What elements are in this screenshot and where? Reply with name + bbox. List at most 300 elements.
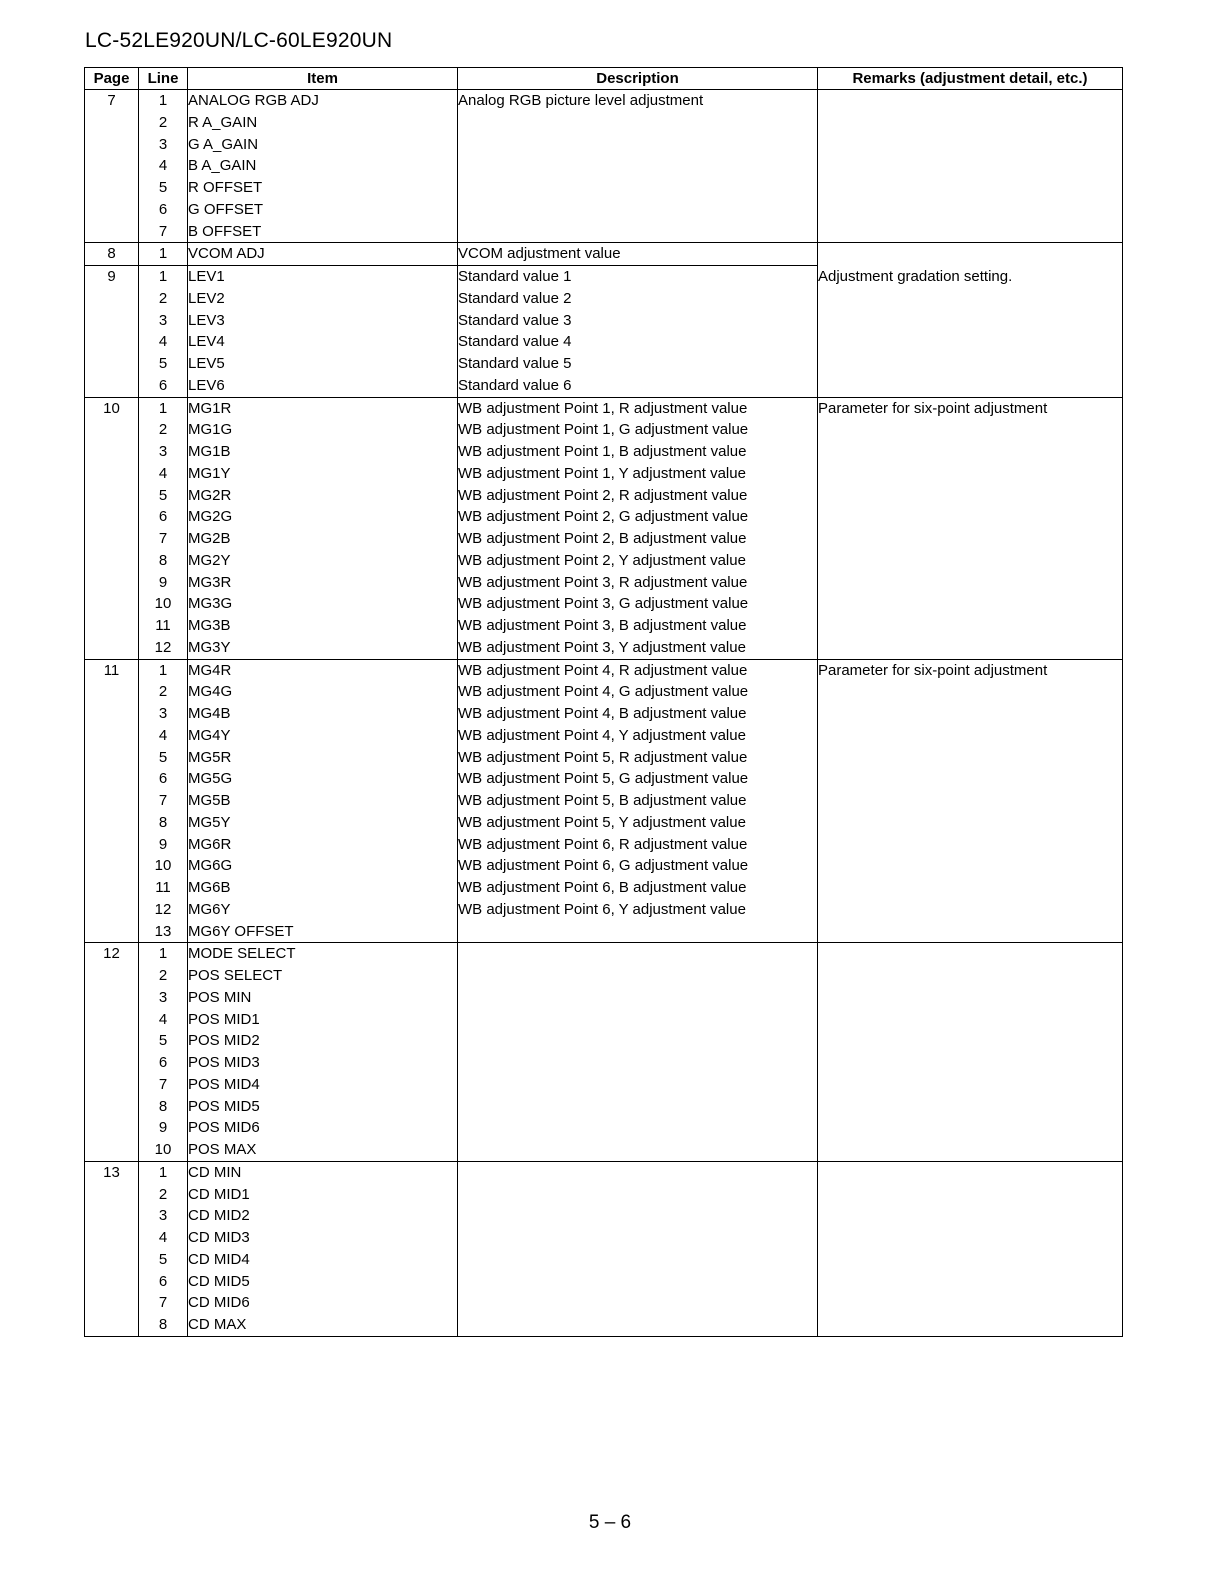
page-cell [85,177,139,199]
item-cell: MG6Y [188,899,458,921]
table-body [85,90,1123,1337]
remarks-cell [818,681,1123,703]
remarks-cell: Parameter for six-point adjustment [818,659,1123,681]
description-cell: WB adjustment Point 4, G adjustment value [458,681,818,703]
remarks-cell [818,965,1123,987]
line-cell: 7 [139,790,188,812]
page-cell [85,681,139,703]
description-cell [458,943,818,965]
page-cell [85,485,139,507]
remarks-cell [818,1139,1123,1161]
line-cell: 5 [139,1030,188,1052]
table-row [85,725,1123,747]
remarks-cell [818,1249,1123,1271]
remarks-cell [818,747,1123,769]
line-cell: 3 [139,310,188,332]
item-cell: CD MID4 [188,1249,458,1271]
header-row [85,68,1123,90]
item-cell: POS MID2 [188,1030,458,1052]
page-cell: 8 [85,243,139,266]
item-cell: MG2G [188,506,458,528]
page-cell [85,550,139,572]
table-row [85,637,1123,659]
remarks-cell [818,899,1123,921]
item-cell: MG1G [188,419,458,441]
remarks-cell [818,790,1123,812]
page-cell [85,877,139,899]
remarks-cell [818,550,1123,572]
page-cell [85,1052,139,1074]
description-cell: WB adjustment Point 5, Y adjustment value [458,812,818,834]
table-row [85,506,1123,528]
item-cell: MG2Y [188,550,458,572]
page-cell [85,1271,139,1293]
description-cell: WB adjustment Point 4, R adjustment value [458,659,818,681]
line-cell: 12 [139,899,188,921]
table-row [85,288,1123,310]
page-cell [85,441,139,463]
document-title: LC-52LE920UN/LC-60LE920UN [85,29,393,52]
item-cell: MG4B [188,703,458,725]
page-cell [85,1249,139,1271]
description-cell: WB adjustment Point 2, Y adjustment value [458,550,818,572]
remarks-cell [818,1314,1123,1336]
table-row [85,550,1123,572]
table-row [85,221,1123,243]
page-cell [85,463,139,485]
item-cell: LEV5 [188,353,458,375]
table-row [85,1249,1123,1271]
line-cell: 10 [139,593,188,615]
description-cell [458,1009,818,1031]
description-cell: WB adjustment Point 3, G adjustment value [458,593,818,615]
remarks-cell [818,199,1123,221]
page-cell [85,921,139,943]
line-cell: 8 [139,1096,188,1118]
item-cell: CD MID5 [188,1271,458,1293]
item-cell: POS SELECT [188,965,458,987]
remarks-cell [818,485,1123,507]
page-cell: 10 [85,397,139,419]
remarks-cell [818,1096,1123,1118]
remarks-cell [818,1184,1123,1206]
line-cell: 7 [139,1074,188,1096]
table-row [85,1292,1123,1314]
table-row [85,243,1123,266]
item-cell: MG5G [188,768,458,790]
line-cell: 11 [139,877,188,899]
page-cell [85,353,139,375]
line-cell: 1 [139,397,188,419]
remarks-cell [818,725,1123,747]
remarks-cell [818,1117,1123,1139]
description-cell [458,1184,818,1206]
page-cell: 9 [85,266,139,288]
table-row [85,943,1123,965]
description-cell: Standard value 4 [458,331,818,353]
page-cell [85,899,139,921]
item-cell: G A_GAIN [188,134,458,156]
page-cell [85,419,139,441]
page-cell [85,288,139,310]
line-cell: 9 [139,834,188,856]
table-row [85,1271,1123,1293]
remarks-cell [818,921,1123,943]
table-row [85,768,1123,790]
description-cell [458,1117,818,1139]
line-cell: 1 [139,1161,188,1183]
page-cell [85,834,139,856]
page-cell [85,572,139,594]
item-cell: LEV4 [188,331,458,353]
page-cell [85,331,139,353]
page-cell [85,725,139,747]
item-cell: POS MID3 [188,1052,458,1074]
page-cell [85,790,139,812]
page-cell [85,1139,139,1161]
item-cell: MODE SELECT [188,943,458,965]
table-row [85,177,1123,199]
line-cell: 3 [139,134,188,156]
remarks-cell [818,528,1123,550]
item-cell: MG4Y [188,725,458,747]
remarks-cell [818,593,1123,615]
description-cell: WB adjustment Point 5, B adjustment value [458,790,818,812]
page-cell [85,221,139,243]
table-row [85,485,1123,507]
table-row [85,1009,1123,1031]
description-cell: WB adjustment Point 6, G adjustment value [458,855,818,877]
line-cell: 1 [139,943,188,965]
line-cell: 2 [139,965,188,987]
remarks-cell [818,1161,1123,1183]
remarks-cell [818,1074,1123,1096]
page-cell [85,506,139,528]
remarks-cell [818,310,1123,332]
description-cell [458,1074,818,1096]
line-cell: 7 [139,221,188,243]
table-row [85,419,1123,441]
page-cell [85,747,139,769]
remarks-cell: Adjustment gradation setting. [818,266,1123,288]
page-cell [85,1074,139,1096]
line-cell: 2 [139,112,188,134]
page-cell [85,1292,139,1314]
page-cell [85,199,139,221]
description-cell: WB adjustment Point 4, B adjustment value [458,703,818,725]
table-row [85,441,1123,463]
table-row [85,1096,1123,1118]
description-cell [458,1205,818,1227]
item-cell: LEV1 [188,266,458,288]
page-cell [85,155,139,177]
line-cell: 3 [139,441,188,463]
description-cell: WB adjustment Point 5, R adjustment value [458,747,818,769]
remarks-cell [818,1052,1123,1074]
page-cell [85,1227,139,1249]
item-cell: CD MID6 [188,1292,458,1314]
description-cell [458,221,818,243]
line-cell: 8 [139,812,188,834]
table-row [85,681,1123,703]
remarks-cell [818,90,1123,112]
item-cell: CD MIN [188,1161,458,1183]
page-cell: 11 [85,659,139,681]
remarks-cell [818,419,1123,441]
description-cell: WB adjustment Point 3, R adjustment value [458,572,818,594]
page-cell [85,965,139,987]
description-cell [458,1249,818,1271]
table-row [85,1030,1123,1052]
line-cell: 5 [139,353,188,375]
page-cell [85,1117,139,1139]
line-cell: 5 [139,1249,188,1271]
line-cell: 6 [139,768,188,790]
table-row [85,965,1123,987]
line-cell: 6 [139,1271,188,1293]
line-cell: 4 [139,331,188,353]
item-cell: MG1Y [188,463,458,485]
remarks-cell [818,812,1123,834]
item-cell: MG6G [188,855,458,877]
page-cell [85,134,139,156]
description-cell [458,1139,818,1161]
item-cell: MG1B [188,441,458,463]
description-cell: WB adjustment Point 1, R adjustment value [458,397,818,419]
item-cell: B A_GAIN [188,155,458,177]
description-cell [458,155,818,177]
description-cell [458,1314,818,1336]
item-cell: POS MAX [188,1139,458,1161]
item-cell: LEV3 [188,310,458,332]
description-cell: WB adjustment Point 1, G adjustment value [458,419,818,441]
table-row [85,899,1123,921]
item-cell: MG2B [188,528,458,550]
remarks-cell [818,441,1123,463]
page-cell [85,112,139,134]
description-cell: Standard value 3 [458,310,818,332]
page-cell [85,1030,139,1052]
item-cell: MG5B [188,790,458,812]
line-cell: 4 [139,463,188,485]
table-row [85,528,1123,550]
adjustment-table [84,67,1123,1337]
line-cell: 7 [139,528,188,550]
table-row [85,834,1123,856]
description-cell [458,199,818,221]
remarks-cell [818,353,1123,375]
page-cell [85,310,139,332]
description-cell: Standard value 5 [458,353,818,375]
table-row [85,1139,1123,1161]
table-row [85,375,1123,397]
line-cell: 9 [139,572,188,594]
remarks-cell [818,463,1123,485]
page-number: 5 – 6 [588,1512,632,1533]
page-cell [85,703,139,725]
remarks-cell [818,1271,1123,1293]
description-cell: WB adjustment Point 1, B adjustment value [458,441,818,463]
table-row [85,855,1123,877]
table-row [85,1184,1123,1206]
description-cell: Standard value 6 [458,375,818,397]
remarks-cell [818,768,1123,790]
remarks-cell [818,637,1123,659]
line-cell: 4 [139,1009,188,1031]
page-cell [85,1009,139,1031]
item-cell: MG1R [188,397,458,419]
description-cell [458,1030,818,1052]
table-row [85,1227,1123,1249]
line-cell: 9 [139,1117,188,1139]
header-line: Line [139,68,188,90]
remarks-cell [818,855,1123,877]
remarks-cell [818,572,1123,594]
item-cell: CD MID3 [188,1227,458,1249]
table-row [85,1314,1123,1336]
description-cell [458,1292,818,1314]
item-cell: R OFFSET [188,177,458,199]
description-cell: Standard value 2 [458,288,818,310]
page-cell: 7 [85,90,139,112]
line-cell: 2 [139,419,188,441]
remarks-cell [818,943,1123,965]
table-row [85,877,1123,899]
line-cell: 8 [139,550,188,572]
remarks-cell [818,1205,1123,1227]
page-cell [85,593,139,615]
item-cell: MG4R [188,659,458,681]
remarks-cell [818,221,1123,243]
description-cell: VCOM adjustment value [458,243,818,266]
remarks-cell [818,834,1123,856]
description-cell [458,987,818,1009]
remarks-cell: Parameter for six-point adjustment [818,397,1123,419]
table-row [85,659,1123,681]
item-cell: VCOM ADJ [188,243,458,266]
table-row [85,1161,1123,1183]
description-cell [458,1052,818,1074]
description-cell [458,112,818,134]
table-row [85,397,1123,419]
header-description: Description [458,68,818,90]
remarks-cell [818,375,1123,397]
table-row [85,1052,1123,1074]
description-cell: WB adjustment Point 3, B adjustment value [458,615,818,637]
item-cell: MG3Y [188,637,458,659]
line-cell: 12 [139,637,188,659]
page-cell [85,615,139,637]
remarks-cell [818,703,1123,725]
line-cell: 1 [139,90,188,112]
item-cell: CD MID2 [188,1205,458,1227]
line-cell: 10 [139,855,188,877]
description-cell [458,1096,818,1118]
table-row [85,615,1123,637]
line-cell: 4 [139,725,188,747]
line-cell: 4 [139,1227,188,1249]
description-cell [458,134,818,156]
page-cell [85,1096,139,1118]
table-row [85,1205,1123,1227]
line-cell: 13 [139,921,188,943]
description-cell: WB adjustment Point 1, Y adjustment value [458,463,818,485]
table-row [85,310,1123,332]
description-cell: WB adjustment Point 4, Y adjustment value [458,725,818,747]
item-cell: MG6B [188,877,458,899]
line-cell: 2 [139,1184,188,1206]
remarks-cell [818,112,1123,134]
remarks-cell [818,177,1123,199]
page-cell [85,768,139,790]
item-cell: LEV6 [188,375,458,397]
header-item: Item [188,68,458,90]
table-row [85,112,1123,134]
remarks-cell [818,987,1123,1009]
line-cell: 5 [139,485,188,507]
table-header [85,68,1123,90]
item-cell: G OFFSET [188,199,458,221]
table-row [85,703,1123,725]
remarks-cell [818,134,1123,156]
item-cell: MG3G [188,593,458,615]
page-cell [85,1205,139,1227]
table-row [85,593,1123,615]
item-cell: MG2R [188,485,458,507]
table-row [85,572,1123,594]
item-cell: MG5R [188,747,458,769]
item-cell: POS MID4 [188,1074,458,1096]
table-row [85,266,1123,288]
item-cell: MG5Y [188,812,458,834]
line-cell: 2 [139,681,188,703]
line-cell: 3 [139,987,188,1009]
line-cell: 5 [139,747,188,769]
item-cell: POS MID5 [188,1096,458,1118]
item-cell: MG6Y OFFSET [188,921,458,943]
description-cell: Standard value 1 [458,266,818,288]
line-cell: 11 [139,615,188,637]
item-cell: MG3R [188,572,458,594]
remarks-cell [818,506,1123,528]
description-cell: WB adjustment Point 6, B adjustment value [458,877,818,899]
line-cell: 6 [139,506,188,528]
item-cell: POS MIN [188,987,458,1009]
table-row [85,463,1123,485]
remarks-cell [818,1009,1123,1031]
description-cell [458,177,818,199]
table-row [85,353,1123,375]
description-cell [458,1227,818,1249]
line-cell: 5 [139,177,188,199]
description-cell [458,1271,818,1293]
table-row [85,747,1123,769]
page-cell [85,987,139,1009]
description-cell [458,965,818,987]
line-cell: 7 [139,1292,188,1314]
table-row [85,987,1123,1009]
description-cell: WB adjustment Point 6, R adjustment value [458,834,818,856]
table-row [85,134,1123,156]
header-page: Page [85,68,139,90]
remarks-cell [818,1227,1123,1249]
line-cell: 3 [139,1205,188,1227]
line-cell: 4 [139,155,188,177]
page-cell: 13 [85,1161,139,1183]
item-cell: LEV2 [188,288,458,310]
table-row [85,790,1123,812]
line-cell: 6 [139,199,188,221]
